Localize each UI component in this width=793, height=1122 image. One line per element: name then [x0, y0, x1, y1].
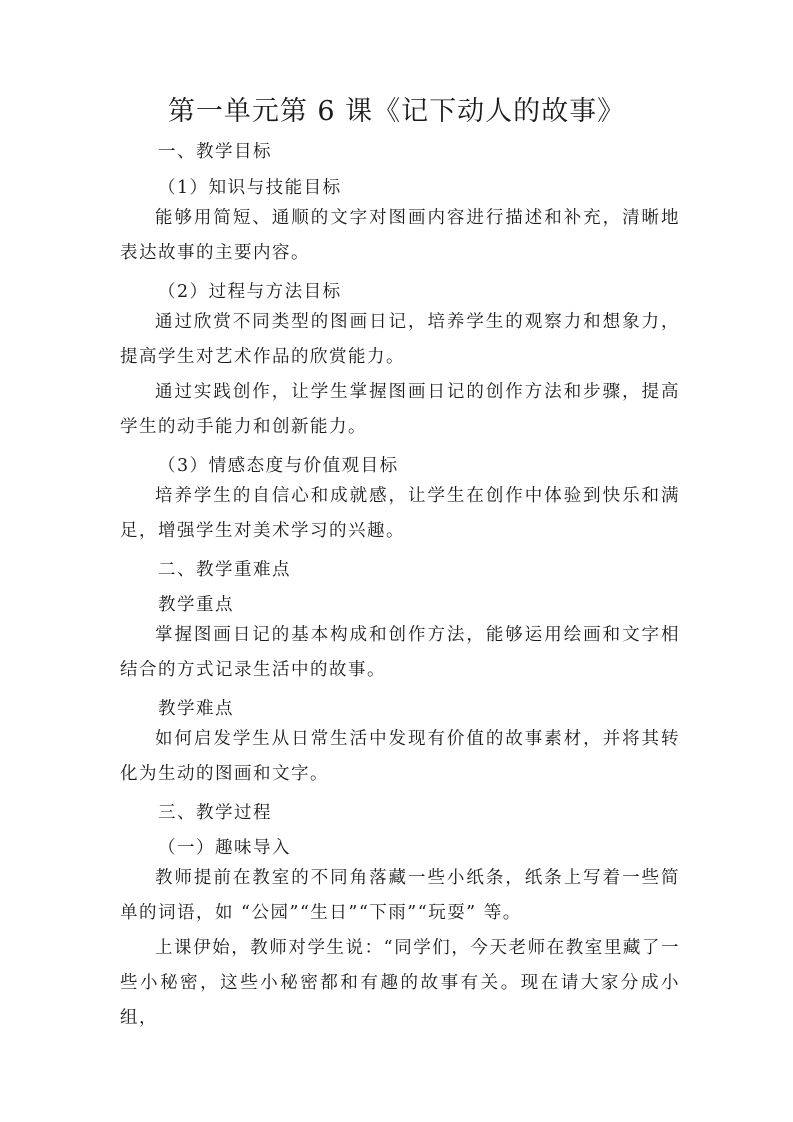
paragraph-confidence: 培养学生的自信心和成就感，让学生在创作中体验到快乐和满足，增强学生对美术学习的兴趣。: [120, 486, 680, 541]
subheading-process-methods: （2）过程与方法目标: [158, 282, 342, 302]
subheading-emotion-values: （3）情感态度与价值观目标: [158, 456, 399, 476]
paragraph-class-start: 上课伊始，教师对学生说：“同学们，今天老师在教室里藏了一些小秘密，这些小秘密都和有趣的故事有关。现在请大家分成小组，: [120, 938, 680, 1028]
heading-teaching-goals: 一、教学目标: [158, 142, 272, 162]
paragraph-knowledge-skills: 能够用简短、通顺的文字对图画内容进行描述和补充，清晰地表达故事的主要内容。: [120, 208, 680, 263]
paragraph-appreciation: 通过欣赏不同类型的图画日记，培养学生的观察力和想象力，提高学生对艺术作品的欣赏能力。: [120, 312, 680, 367]
subheading-knowledge-skills: （1）知识与技能目标: [158, 178, 342, 198]
paragraph-key-point: 掌握图画日记的基本构成和创作方法，能够运用绘画和文字相结合的方式记录生活中的故事。: [120, 625, 680, 680]
document-title: 第一单元第 6 课《记下动人的故事》: [167, 96, 626, 127]
heading-key-difficult-points: 二、教学重难点: [158, 560, 291, 580]
paragraph-practice: 通过实践创作，让学生掌握图画日记的创作方法和步骤，提高学生的动手能力和创新能力。: [120, 382, 680, 437]
subheading-difficult-point: 教学难点: [158, 699, 234, 719]
paragraph-hidden-notes: 教师提前在教室的不同角落藏一些小纸条，纸条上写着一些简单的词语，如 “公园”“生日”“下雨”“玩耍” 等。: [120, 868, 680, 923]
paragraph-difficult-point: 如何启发学生从日常生活中发现有价值的故事素材，并将其转化为生动的图画和文字。: [120, 729, 680, 784]
subheading-fun-introduction: （一）趣味导入: [158, 838, 291, 858]
subheading-key-point: 教学重点: [158, 595, 234, 615]
heading-teaching-process: 三、教学过程: [158, 803, 272, 823]
